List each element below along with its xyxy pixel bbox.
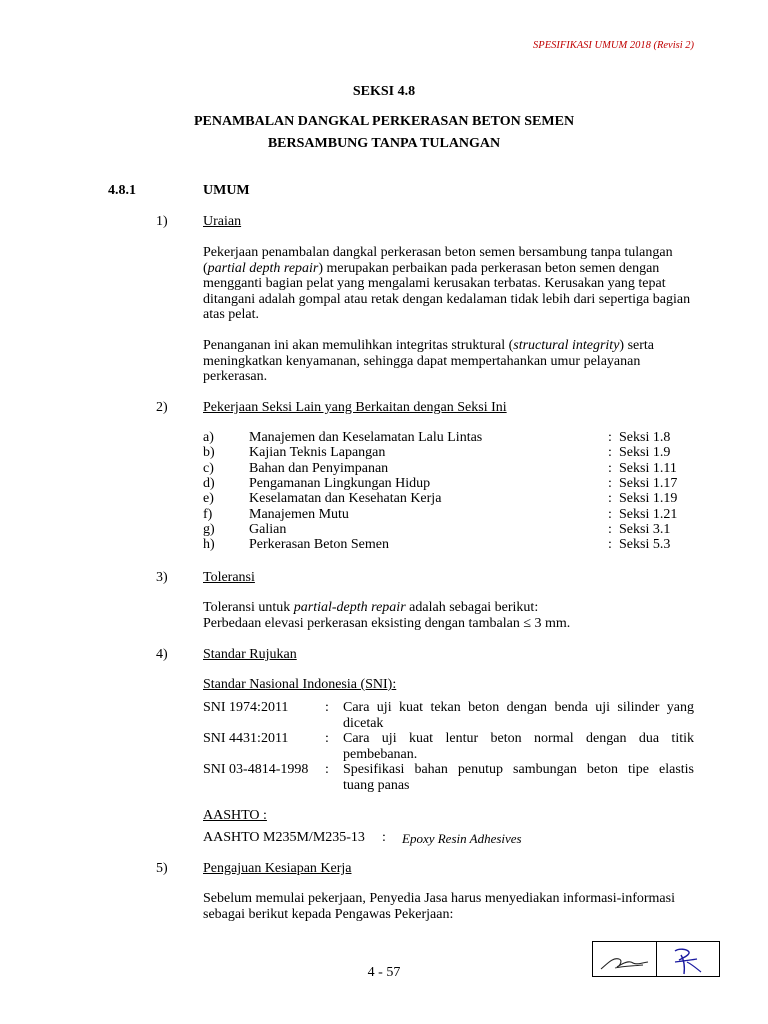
sni-title-line-1: Cara uji kuat tekan beton dengan benda uji silinder yang (343, 700, 694, 715)
item-2-title: Pekerjaan Seksi Lain yang Berkaitan dengan Seksi Ini (203, 400, 507, 415)
running-header: SPESIFIKASI UMUM 2018 (Revisi 2) (533, 40, 694, 51)
list-text: Manajemen dan Keselamatan Lalu Lintas (249, 430, 483, 445)
list-text: Kajian Teknis Lapangan (249, 445, 386, 461)
list-colon: : (608, 506, 612, 522)
list-text: Keselamatan dan Kesehatan Kerja (249, 491, 442, 507)
list-item (203, 476, 694, 491)
page-number: 4 - 57 (367, 965, 401, 980)
list-colon: : (608, 521, 612, 537)
sni-title-line-1: Cara uji kuat lentur beton normal dengan dua titik (343, 731, 694, 746)
subsection-number: 4.8.1 (108, 183, 136, 198)
list-ref: Seksi 1.19 (619, 491, 678, 507)
list-item (203, 537, 694, 552)
tolerance-line-1 (203, 600, 570, 616)
list-text: Galian (249, 521, 287, 537)
sni-code: SNI 1974:2011 (203, 700, 289, 715)
sni-colon: : (325, 700, 329, 715)
sni-colon: : (325, 731, 329, 746)
list-item (203, 461, 694, 476)
sni-title-line-2: tuang panas (343, 777, 410, 793)
list-colon: : (608, 445, 612, 461)
list-ref: Seksi 1.17 (619, 475, 678, 491)
p2-line-c: perkerasan. (203, 369, 268, 385)
list-colon: : (608, 460, 612, 476)
aashto-colon: : (382, 830, 386, 845)
pengajuan-line-b: sebagai berikut kepada Pengawas Pekerjaan: (203, 906, 454, 922)
p1-italic-term: partial depth repair (207, 260, 319, 276)
item-4-title: Standar Rujukan (203, 647, 297, 662)
section-title-line-1: PENAMBALAN DANGKAL PERKERASAN BETON SEMEN (193, 114, 575, 129)
p1-line-b (203, 261, 694, 277)
tolerance-l1-post: adalah sebagai berikut: (405, 600, 539, 615)
list-letter: e) (203, 491, 214, 507)
sni-title-line-2: pembebanan. (343, 746, 418, 762)
aashto-code: AASHTO M235M/M235-13 (203, 830, 365, 845)
p1-line-e: atas pelat. (203, 307, 259, 323)
item-3-number: 3) (156, 570, 168, 585)
item-5-title: Pengajuan Kesiapan Kerja (203, 861, 352, 876)
list-text: Manajemen Mutu (249, 506, 349, 522)
list-letter: h) (203, 537, 215, 553)
item-1-number: 1) (156, 214, 168, 229)
tolerance-line-2: Perbedaan elevasi perkerasan eksisting dengan tambalan ≤ 3 mm. (203, 615, 571, 631)
pengajuan-line-a: Sebelum memulai pekerjaan, Penyedia Jasa harus menyediakan informasi-informasi (203, 891, 675, 906)
uraian-paragraph-1 (203, 245, 694, 323)
list-colon: : (608, 475, 612, 491)
list-letter: f) (203, 506, 213, 522)
list-letter: c) (203, 460, 214, 476)
list-letter: a) (203, 430, 214, 445)
list-text: Pengamanan Lingkungan Hidup (249, 475, 431, 491)
pengajuan-paragraph (203, 891, 694, 922)
p2-line-a-pre: Penanganan ini akan memulihkan integritas struktural ( (203, 338, 514, 353)
p1-open-paren: ( (203, 260, 208, 276)
item-1-title: Uraian (203, 214, 242, 229)
list-text: Bahan dan Penyimpanan (249, 460, 389, 476)
sni-title-line-2: dicetak (343, 715, 384, 731)
aashto-title: Epoxy Resin Adhesives (402, 831, 522, 846)
sni-heading: Standar Nasional Indonesia (SNI): (203, 677, 397, 692)
list-ref: Seksi 5.3 (619, 537, 671, 553)
item-5-number: 5) (156, 861, 168, 876)
p2-line-b: meningkatkan kenyamanan, sehingga dapat mempertahankan umur pelayanan (203, 353, 641, 369)
subsection-title: UMUM (203, 183, 250, 198)
list-item (203, 507, 694, 522)
uraian-paragraph-2 (203, 338, 694, 385)
list-ref: Seksi 1.11 (619, 460, 677, 476)
tolerance-text (203, 600, 570, 631)
list-text: Perkerasan Beton Semen (249, 537, 389, 553)
p1-line-c: mengganti bagian pelat yang mengalami kerusakan terbatas. Kerusakan yang tepat (203, 276, 666, 292)
list-colon: : (608, 491, 612, 507)
list-item (203, 430, 694, 445)
list-colon: : (608, 537, 612, 553)
sni-code: SNI 4431:2011 (203, 731, 289, 746)
section-title-line-2: BERSAMBUNG TANPA TULANGAN (267, 136, 501, 151)
p1-line-d: ditangani adalah gompal atau retak dengan kedalaman tidak lebih dari sepertiga bagian (203, 291, 691, 307)
sni-colon: : (325, 762, 329, 777)
item-3-title: Toleransi (203, 570, 255, 585)
section-number: SEKSI 4.8 (352, 84, 416, 99)
tolerance-l1-pre: Toleransi untuk (203, 600, 294, 615)
item-2-number: 2) (156, 400, 168, 415)
tolerance-italic-term: partial-depth repair (293, 600, 406, 615)
list-letter: b) (203, 445, 215, 461)
list-ref: Seksi 3.1 (619, 521, 671, 537)
p2-line-a-post: ) serta (619, 338, 655, 353)
p2-line-a (203, 338, 694, 354)
list-ref: Seksi 1.9 (619, 445, 671, 461)
item-4-number: 4) (156, 647, 168, 662)
list-colon: : (608, 430, 612, 445)
list-ref: Seksi 1.8 (619, 430, 671, 445)
p1-line-b-rest: ) merupakan perbaikan pada perkerasan beton semen dengan (318, 260, 660, 276)
list-item (203, 522, 694, 537)
aashto-heading: AASHTO : (203, 808, 267, 823)
list-letter: d) (203, 475, 215, 491)
list-ref: Seksi 1.21 (619, 506, 678, 522)
list-item (203, 491, 694, 506)
p2-italic-term: structural integrity (513, 338, 620, 353)
list-item (203, 445, 694, 460)
sni-code: SNI 03-4814-1998 (203, 762, 309, 777)
p1-line-a: Pekerjaan penambalan dangkal perkerasan beton semen bersambung tanpa tulangan (203, 245, 673, 260)
sni-title-line-1: Spesifikasi bahan penutup sambungan beton tipe elastis (343, 762, 694, 777)
list-letter: g) (203, 521, 215, 537)
